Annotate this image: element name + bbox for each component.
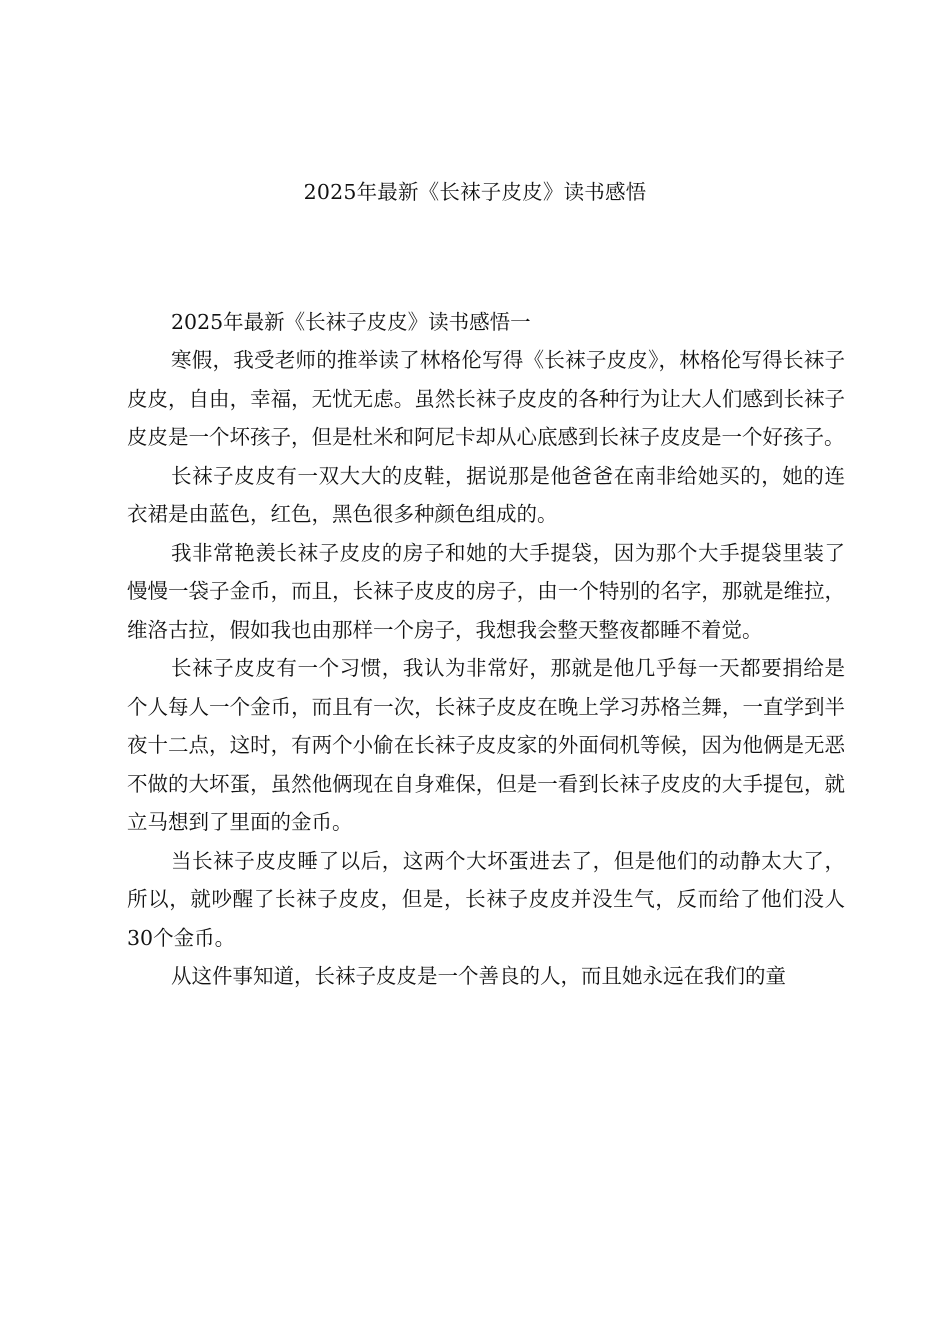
document-body <box>127 303 845 996</box>
paragraph-6: 从这件事知道，长袜子皮皮是一个善良的人，而且她永远在我们的童 <box>171 964 786 988</box>
paragraph-3: 我非常艳羡长袜子皮皮的房子和她的大手提袋，因为那个大手提袋里装了慢慢一袋子金币，而且，长袜子皮皮的房子，由一个特别的名字，那就是维拉，维洛古拉，假如我也由那样一个房子，我想我会整天整夜都睡不着觉。 <box>127 540 845 642</box>
document-title: 2025年最新《长袜子皮皮》读书感悟 <box>303 180 647 204</box>
paragraph-4: 长袜子皮皮有一个习惯，我认为非常好，那就是他几乎每一天都要捐给是个人每人一个金币，而且有一次，长袜子皮皮在晚上学习苏格兰舞，一直学到半夜十二点，这时，有两个小偷在长袜子皮皮家的外面伺机等候，因为他俩是无恶不做的大坏蛋，虽然他俩现在自身难保，但是一看到长袜子皮皮的大手提包，就立马想到了里面的金币。 <box>127 656 845 834</box>
paragraph-1: 寒假，我受老师的推举读了林格伦写得《长袜子皮皮》，林格伦写得长袜子皮皮，自由，幸福，无忧无虑。虽然长袜子皮皮的各种行为让大人们感到长袜子皮皮是一个坏孩子，但是杜米和阿尼卡却从心底感到长袜子皮皮是一个好孩子。 <box>127 348 845 449</box>
section-heading: 2025年最新《长袜子皮皮》读书感悟一 <box>171 310 531 334</box>
paragraph-5: 当长袜子皮皮睡了以后，这两个大坏蛋进去了，但是他们的动静太大了，所以，就吵醒了长袜子皮皮，但是，长袜子皮皮并没生气，反而给了他们没人30个金币。 <box>127 848 845 950</box>
paragraph-2: 长袜子皮皮有一双大大的皮鞋，据说那是他爸爸在南非给她买的，她的连衣裙是由蓝色，红色，黑色很多种颜色组成的。 <box>127 463 845 526</box>
